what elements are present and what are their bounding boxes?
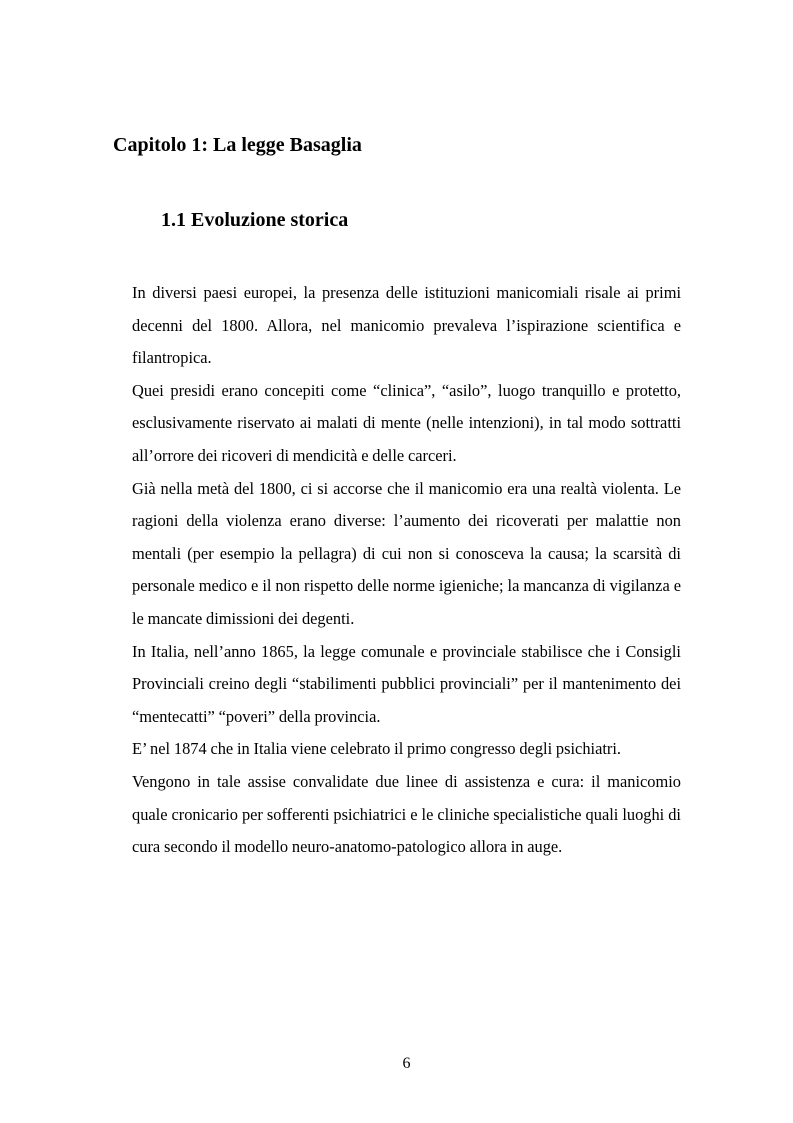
page-number: 6 [402, 1055, 411, 1072]
body-text [132, 277, 681, 864]
chapter-title: Capitolo 1: La legge Basaglia [113, 134, 362, 156]
paragraph: In Italia, nell’anno 1865, la legge comunale e provinciale stabilisce che i Consigli Provinciali creino degli “stabilimenti pubblici provinciali” per il mantenimento dei “mentecatti” “poveri” della provincia. [132, 641, 681, 726]
paragraph: Già nella metà del 1800, ci si accorse che il manicomio era una realtà violenta. Le ragioni della violenza erano diverse: l’aumento dei ricoverati per malattie non mentali (per esempio la pellagra) di cui non si conosceva la causa; la scarsità di personale medico e il non rispetto delle norme igieniche; la mancanza di vigilanza e le mancate dimissioni dei degenti. [132, 478, 681, 628]
paragraph: E’ nel 1874 che in Italia viene celebrato il primo congresso degli psichiatri. [132, 739, 622, 759]
section-title: 1.1 Evoluzione storica [161, 209, 349, 231]
paragraph: In diversi paesi europei, la presenza delle istituzioni manicomiali risale ai primi decenni del 1800. Allora, nel manicomio prevaleva l’ispirazione scientifica e filantropica. [132, 283, 681, 368]
paragraph: Vengono in tale assise convalidate due linee di assistenza e cura: il manicomio quale cronicario per sofferenti psichiatrici e le cliniche specialistiche quali luoghi di cura secondo il modello neuro-anatomo-patologico allora in auge. [132, 771, 681, 857]
paragraph: Quei presidi erano concepiti come “clinica”, “asilo”, luogo tranquillo e protetto, esclusivamente riservato ai malati di mente (nelle intenzioni), in tal modo sottratti all’orrore dei ricoveri di mendicità e delle carceri. [132, 380, 681, 465]
